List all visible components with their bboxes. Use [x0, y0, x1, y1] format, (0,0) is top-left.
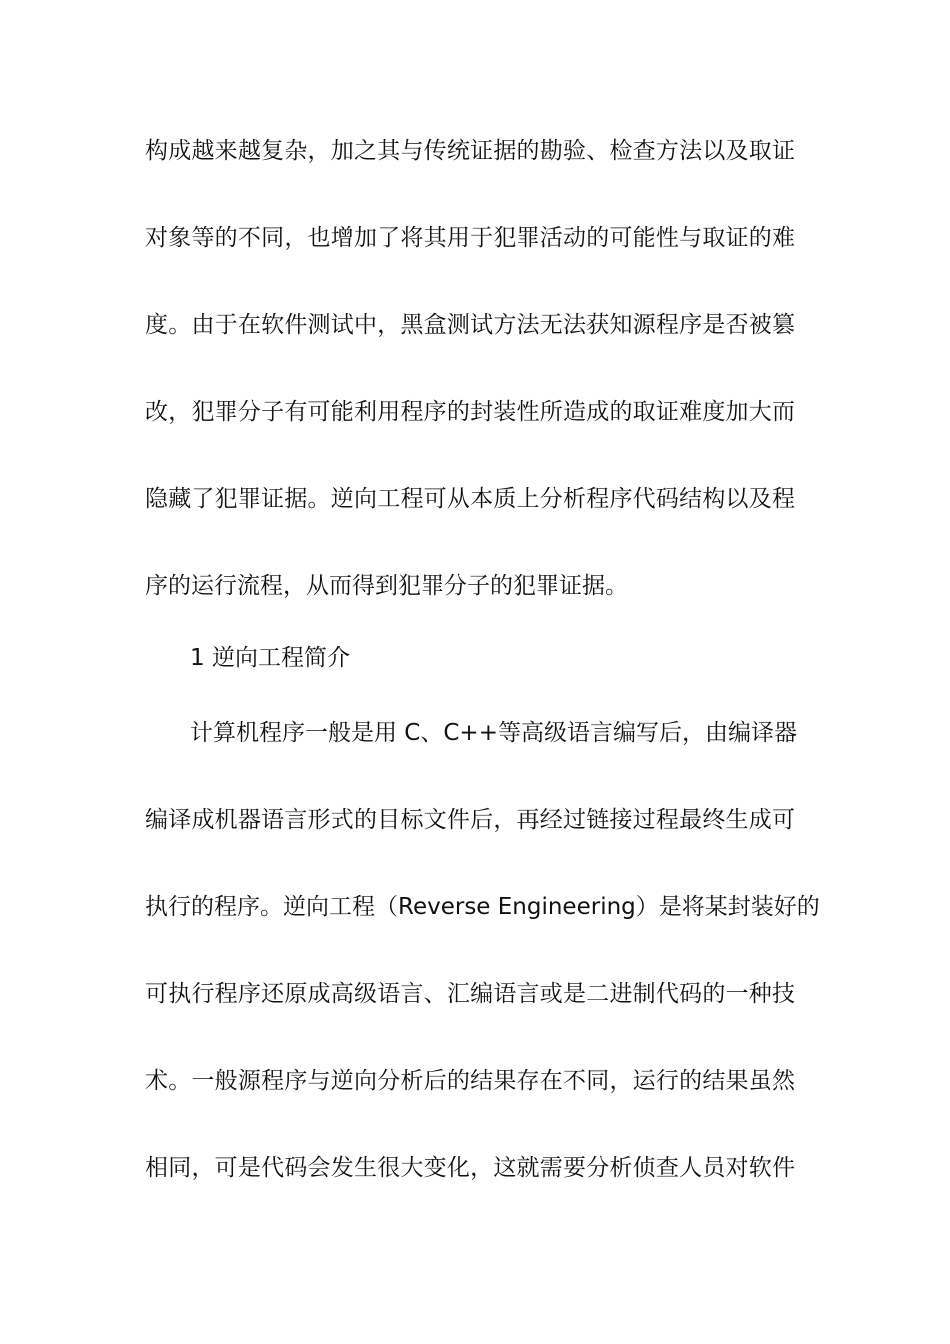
paragraph-line-1: 构成越来越复杂，加之其与传统证据的勘验、检查方法以及取证 [145, 138, 795, 164]
paragraph-line-9: 执行的程序。逆向工程（Reverse Engineering）是将某封装好的 [145, 894, 820, 920]
paragraph-line-11: 术。一般源程序与逆向分析后的结果存在不同，运行的结果虽然 [145, 1068, 795, 1094]
paragraph-line-8: 编译成机器语言形式的目标文件后，再经过链接过程最终生成可 [145, 807, 795, 833]
paragraph-line-7: 计算机程序一般是用 C、C++等高级语言编写后，由编译器 [190, 720, 797, 746]
paragraph-line-5: 隐藏了犯罪证据。逆向工程可从本质上分析程序代码结构以及程 [145, 486, 795, 512]
paragraph-line-4: 改，犯罪分子有可能利用程序的封装性所造成的取证难度加大而 [145, 399, 795, 425]
paragraph-line-10: 可执行程序还原成高级语言、汇编语言或是二进制代码的一种技 [145, 981, 795, 1007]
paragraph-line-2: 对象等的不同，也增加了将其用于犯罪活动的可能性与取证的难 [145, 225, 795, 251]
paragraph-line-6: 序的运行流程，从而得到犯罪分子的犯罪证据。 [145, 573, 628, 599]
paragraph-line-12: 相同，可是代码会发生很大变化，这就需要分析侦查人员对软件 [145, 1155, 795, 1181]
section-heading: 1 逆向工程简介 [190, 645, 350, 671]
paragraph-line-3: 度。由于在软件测试中，黑盒测试方法无法获知源程序是否被篡 [145, 312, 795, 338]
